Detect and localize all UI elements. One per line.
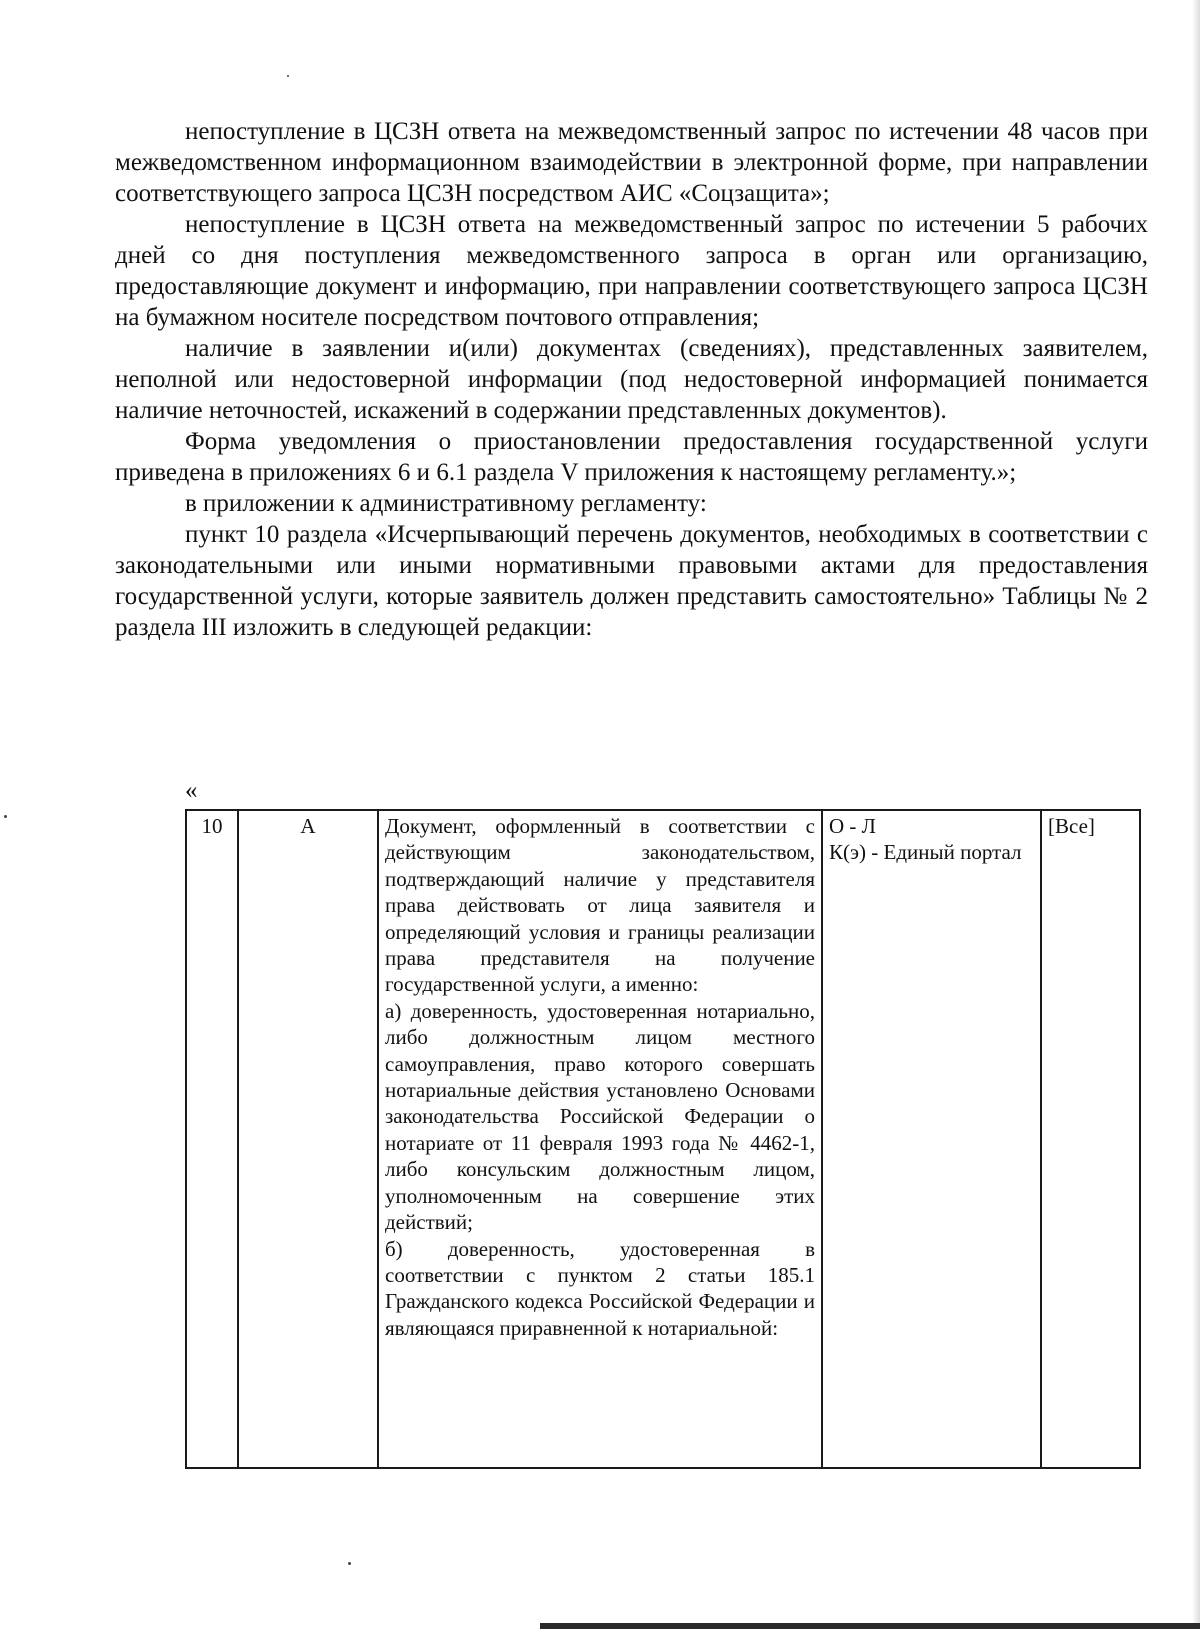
scan-edge-shadow bbox=[1192, 0, 1200, 1629]
paragraph-2: непоступление в ЦСЗН ответа на межведомственный запрос по истечении 5 рабочих дней со дня поступления межведомственного запроса в орган или организацию, предоставляющие документ и информацию, при направлении соответствующего запроса ЦСЗН на бумажном носителе посредством почтового отправления; bbox=[115, 211, 1148, 331]
scan-speck bbox=[4, 815, 7, 818]
source-line-2: К(э) - Единый портал bbox=[829, 840, 1022, 865]
body-text bbox=[115, 116, 1148, 643]
scan-bottom-edge bbox=[540, 1623, 1200, 1629]
paragraph-5: в приложении к административному регламенту: bbox=[185, 490, 707, 517]
paragraph-4: Форма уведомления о приостановлении предоставления государственной услуги приведена в приложениях 6 и 6.1 раздела V приложения к настоящему регламенту.»; bbox=[115, 428, 1148, 486]
document-description-cell bbox=[378, 810, 822, 1468]
document-text-item-b: б) доверенность, удостоверенная в соответствии с пунктом 2 статьи 185.1 Гражданского кодекса Российской Федерации и являющаяся приравненной к нотариальной: bbox=[385, 1236, 815, 1340]
paragraph-1: непоступление в ЦСЗН ответа на межведомственный запрос по истечении 48 часов при межведомственном информационном взаимодействии в электронной форме, при направлении соответствующего запроса ЦСЗН посредством АИС «Соцзащита»; bbox=[115, 118, 1148, 207]
document-text-item-a: а) доверенность, удостоверенная нотариально, либо должностным лицом местного самоуправления, право которого совершать нотариальные действия установлено Основами законодательства Российской Федерации о нотариате от 11 февраля 1993 года № 4462-1, либо консульским должностным лицом, уполномоченным на совершение этих действий; bbox=[385, 998, 815, 1235]
opening-quote: « bbox=[185, 777, 198, 804]
scan-speck bbox=[348, 1562, 351, 1565]
source-line-1: О - Л bbox=[829, 814, 876, 838]
scan-speck bbox=[287, 75, 289, 77]
paragraph-6: пункт 10 раздела «Исчерпывающий перечень документов, необходимых в соответствии с законодательными или иными нормативными правовыми актами для предоставления государственной услуги, которые заявитель должен представить самостоятельно» Таблицы № 2 раздела III изложить в следующей редакции: bbox=[115, 521, 1148, 641]
documents-table bbox=[185, 809, 1141, 1469]
row-number-cell: 10 bbox=[186, 810, 238, 1468]
source-cell bbox=[822, 810, 1041, 1468]
paragraph-3: наличие в заявлении и(или) документах (сведениях), представленных заявителем, неполной или недостоверной информации (под недостоверной информацией понимается наличие неточностей, искажений в содержании представленных документов). bbox=[115, 335, 1148, 424]
row-code-cell: А bbox=[238, 810, 378, 1468]
document-text-intro: Документ, оформленный в соответствии с действующим законодательством, подтверждающий наличие у представителя права действовать от лица заявителя и определяющий условия и границы реализации права представителя на получение государственной услуги, а именно: bbox=[385, 814, 815, 997]
category-cell: [Все] bbox=[1041, 810, 1140, 1468]
table-row bbox=[186, 810, 1140, 1468]
